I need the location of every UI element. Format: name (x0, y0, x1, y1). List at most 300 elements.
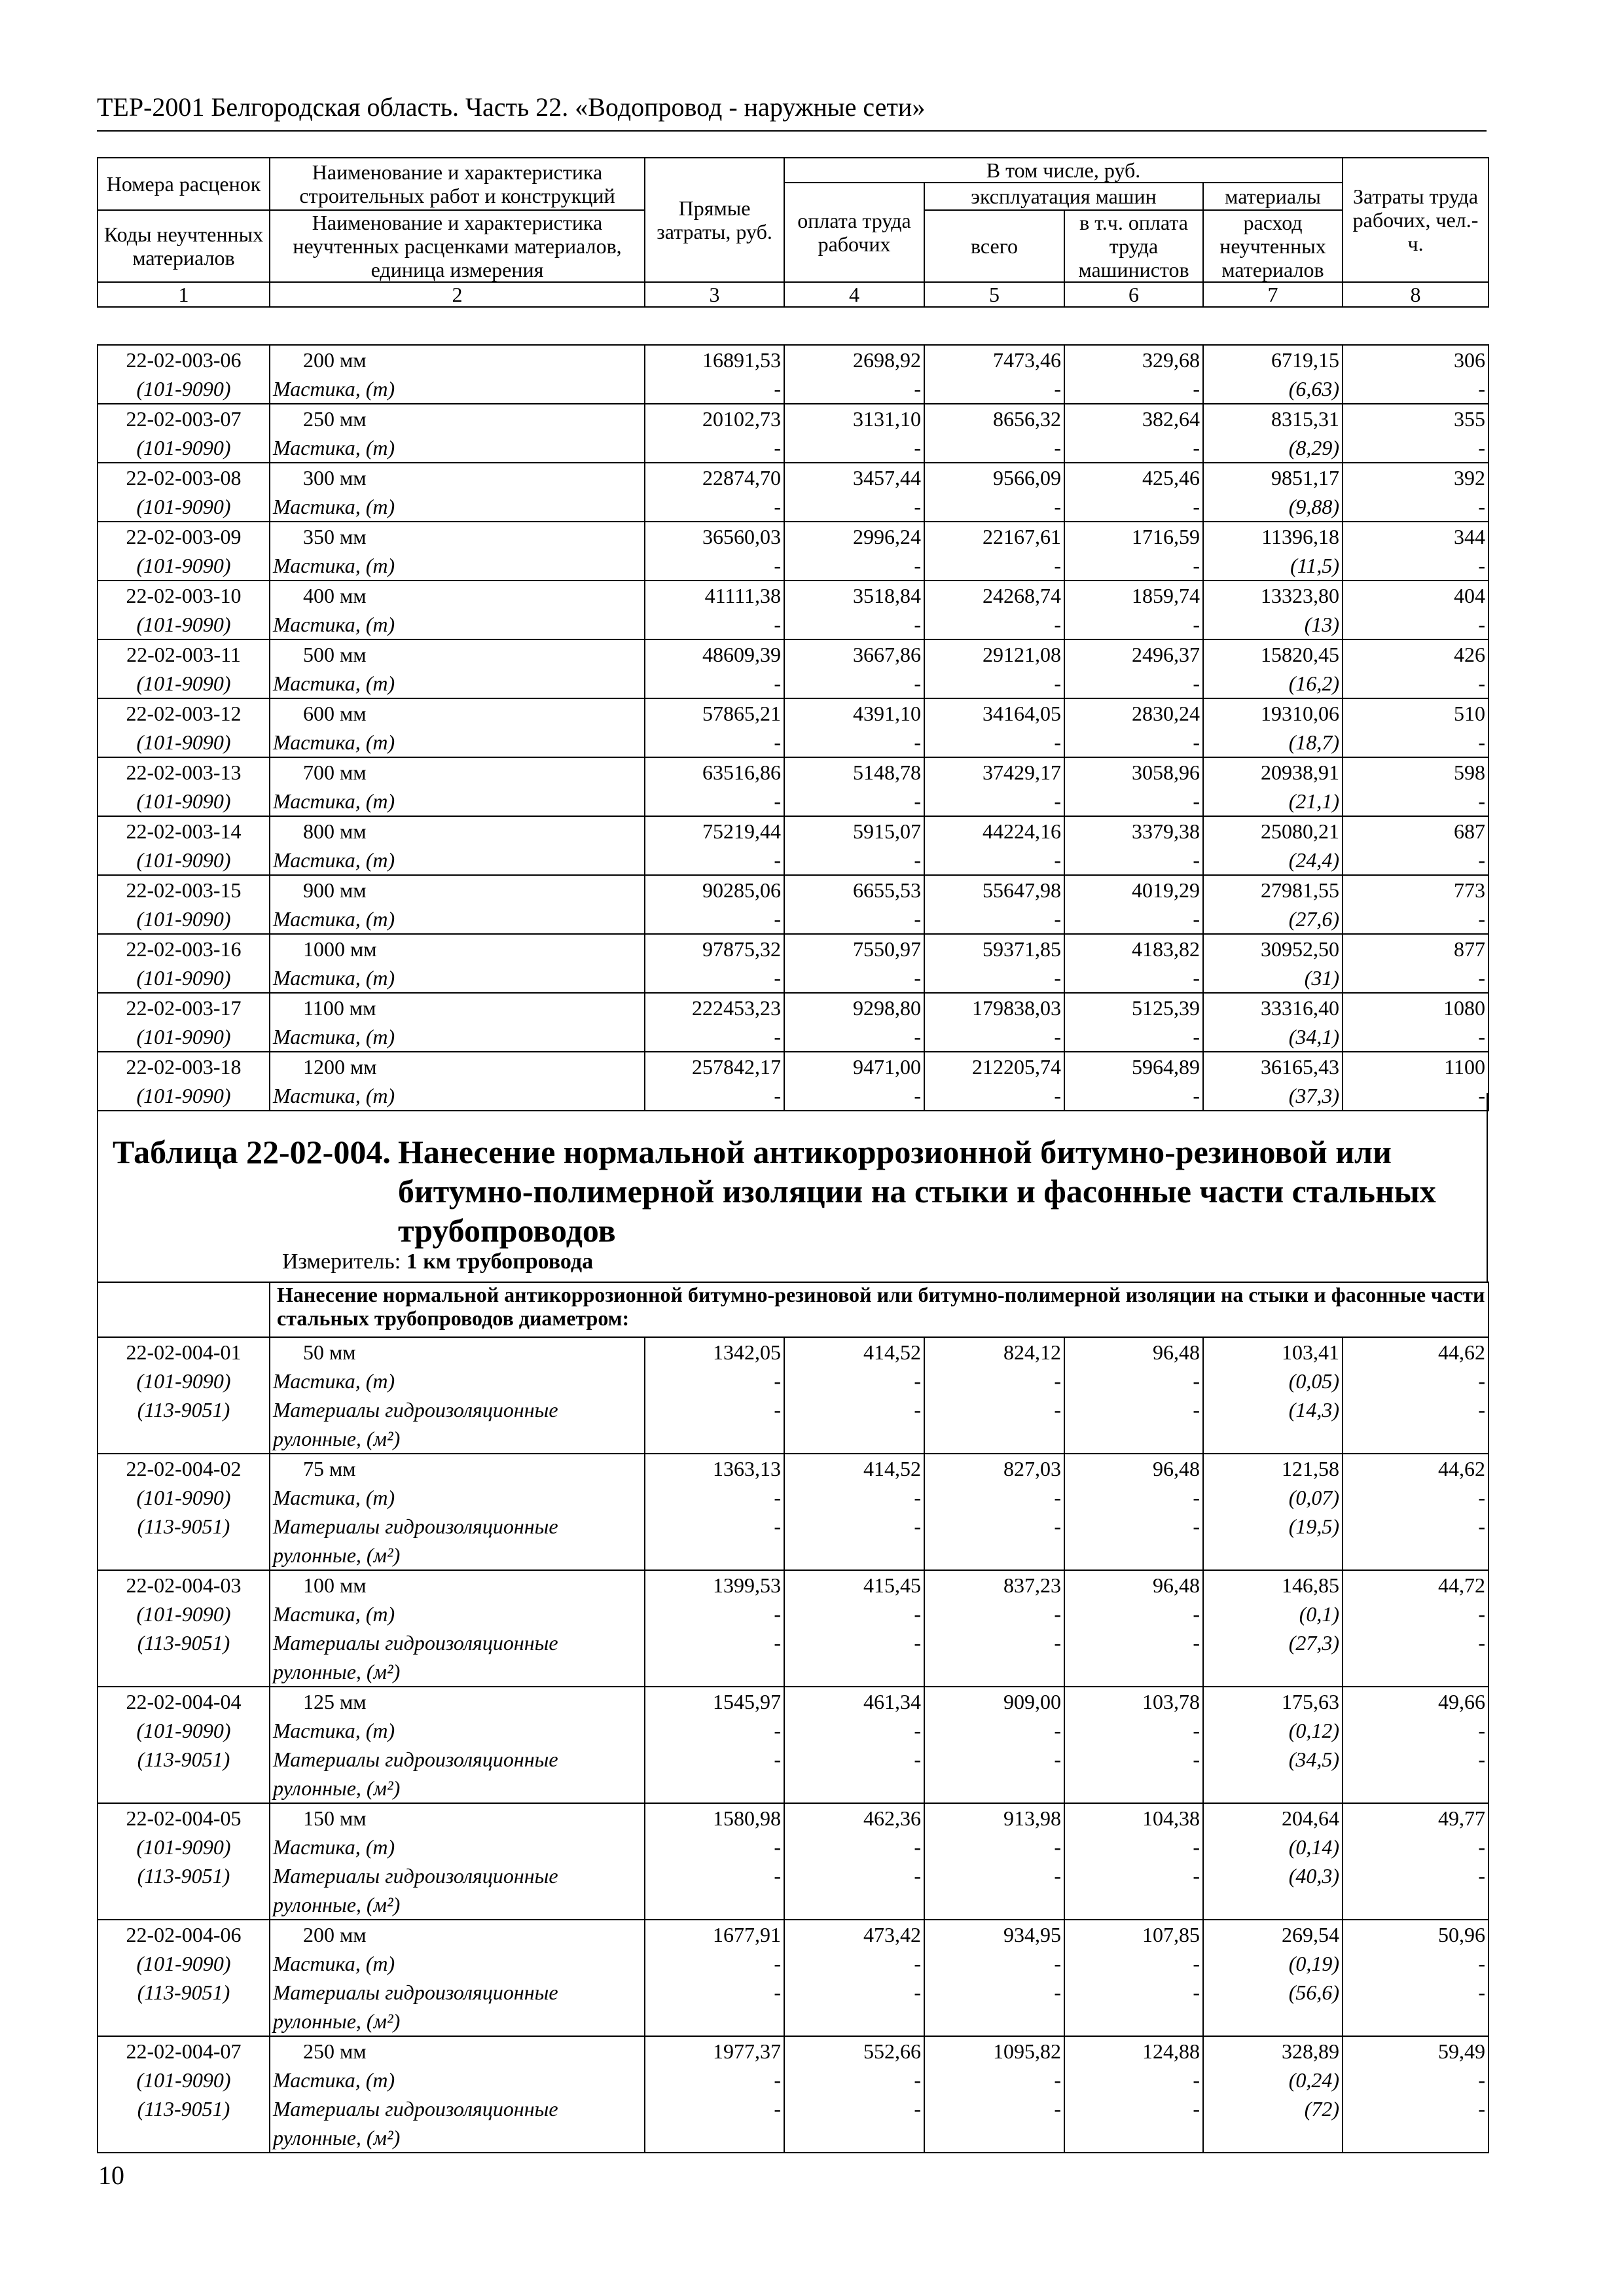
material-code: (101-9090) (136, 495, 231, 518)
material-code: (101-9090) (136, 1084, 231, 1107)
rate-code: 22-02-003-17 (126, 996, 242, 1020)
materials-cost: 27981,55 (27,6) (1203, 875, 1343, 934)
rate-code-cell (98, 522, 270, 581)
machines-total: 1095,82 - - (924, 2036, 1064, 2153)
rate-code-cell (98, 639, 270, 698)
material-code: (101-9090) (136, 2068, 231, 2092)
direct-costs: 90285,06 - (645, 875, 784, 934)
header-rule (97, 130, 1487, 132)
material-name: Мастика, (т) (273, 2068, 395, 2092)
material-code: (101-9090) (136, 1486, 231, 1509)
direct-costs: 20102,73 - (645, 404, 784, 463)
worker-wages: 415,45 - - (784, 1570, 924, 1687)
rate-code: 22-02-003-16 (126, 937, 242, 961)
labor-hours: 598 - (1343, 757, 1489, 816)
col-num: 2 (270, 282, 645, 307)
table-title-text: Нанесение нормальной антикоррозионной битумно-резиновой или битумно-полимерной изоляции на стыки и фасонные части стальных трубопроводов (398, 1134, 1436, 1249)
direct-costs: 257842,17 - (645, 1052, 784, 1111)
rates-table-22-02-004 (97, 1282, 1489, 2153)
rate-name-cell (270, 757, 645, 816)
worker-wages: 3667,86 - (784, 639, 924, 698)
direct-costs: 1399,53 - - (645, 1570, 784, 1687)
material-code: (101-9090) (136, 1835, 231, 1859)
worker-wages: 2698,92 - (784, 345, 924, 404)
table-row (98, 1920, 1489, 2036)
rate-name: 900 мм (303, 878, 367, 902)
rate-name: 700 мм (303, 761, 367, 784)
worker-wages: 3518,84 - (784, 581, 924, 639)
rate-name-cell (270, 875, 645, 934)
direct-costs: 222453,23 - (645, 993, 784, 1052)
table-title-label: Таблица 22-02-004. (113, 1134, 391, 1170)
material-code: (101-9090) (136, 1602, 231, 1626)
labor-hours: 510 - (1343, 698, 1489, 757)
material-name: Материалы гидроизоляционные (273, 1748, 558, 1771)
material-name: Мастика, (т) (273, 613, 395, 636)
rate-code-cell (98, 581, 270, 639)
machines-total: 9566,09 - (924, 463, 1064, 522)
labor-hours: 404 - (1343, 581, 1489, 639)
table-row (98, 1052, 1489, 1111)
rate-name-cell (270, 345, 645, 404)
materials-cost: 328,89 (0,24) (72) (1203, 2036, 1343, 2153)
table-row (98, 934, 1489, 993)
material-name: Материалы гидроизоляционные (273, 1631, 558, 1655)
table-row (98, 993, 1489, 1052)
worker-wages: 4391,10 - (784, 698, 924, 757)
rate-code: 22-02-003-12 (126, 702, 242, 725)
col-header-wages: оплата труда рабочих (784, 183, 924, 282)
materials-cost: 36165,43 (37,3) (1203, 1052, 1343, 1111)
machinist-wages: 5964,89 - (1064, 1052, 1203, 1111)
col-num: 3 (645, 282, 784, 307)
material-code: (101-9090) (136, 613, 231, 636)
direct-costs: 1677,91 - - (645, 1920, 784, 2036)
rate-name: 350 мм (303, 525, 367, 548)
page-number: 10 (98, 2161, 124, 2190)
page-header: ТЕР-2001 Белгородская область. Часть 22. «Водопровод - наружные сети» (97, 92, 926, 122)
materials-cost: 25080,21 (24,4) (1203, 816, 1343, 875)
rate-code-cell (98, 345, 270, 404)
labor-hours: 344 - (1343, 522, 1489, 581)
frame-left (97, 1093, 98, 1283)
rate-name: 1000 мм (303, 937, 377, 961)
machines-total: 212205,74 - (924, 1052, 1064, 1111)
worker-wages: 5915,07 - (784, 816, 924, 875)
labor-hours: 392 - (1343, 463, 1489, 522)
meter (282, 1249, 593, 1275)
rate-code: 22-02-003-09 (126, 525, 242, 548)
labor-hours: 49,77 - - (1343, 1803, 1489, 1920)
materials-cost: 15820,45 (16,2) (1203, 639, 1343, 698)
worker-wages: 462,36 - - (784, 1803, 924, 1920)
material-name: Мастика, (т) (273, 377, 395, 401)
material-name-cont: рулонные, (м²) (273, 1427, 401, 1450)
machinist-wages: 96,48 - - (1064, 1454, 1203, 1570)
direct-costs: 75219,44 - (645, 816, 784, 875)
rate-name-cell (270, 1687, 645, 1803)
machinist-wages: 96,48 - - (1064, 1570, 1203, 1687)
rate-name: 150 мм (303, 1806, 367, 1830)
materials-cost: 9851,17 (9,88) (1203, 463, 1343, 522)
material-code: (101-9090) (136, 966, 231, 990)
material-code: (101-9090) (136, 554, 231, 577)
rate-code-cell (98, 1052, 270, 1111)
direct-costs: 1545,97 - - (645, 1687, 784, 1803)
material-name: Мастика, (т) (273, 1486, 395, 1509)
materials-cost: 30952,50 (31) (1203, 934, 1343, 993)
machinist-wages: 1716,59 - (1064, 522, 1203, 581)
machinist-wages: 3379,38 - (1064, 816, 1203, 875)
material-code: (101-9090) (136, 1025, 231, 1049)
worker-wages: 414,52 - - (784, 1337, 924, 1454)
material-name-cont: рулонные, (м²) (273, 1543, 401, 1567)
rate-code: 22-02-003-13 (126, 761, 242, 784)
material-name: Мастика, (т) (273, 1602, 395, 1626)
rate-name-cell (270, 522, 645, 581)
machinist-wages: 4183,82 - (1064, 934, 1203, 993)
material-name: Материалы гидроизоляционные (273, 1515, 558, 1538)
rate-code: 22-02-003-07 (126, 407, 242, 431)
materials-cost: 19310,06 (18,7) (1203, 698, 1343, 757)
rate-name: 250 мм (303, 2039, 367, 2063)
col-header-labor: Затраты труда рабочих, чел.-ч. (1343, 158, 1489, 282)
materials-cost: 146,85 (0,1) (27,3) (1203, 1570, 1343, 1687)
rates-table-body (98, 1282, 1489, 2153)
table-row (98, 757, 1489, 816)
meter-value: 1 км трубопровода (406, 1249, 594, 1274)
material-name: Материалы гидроизоляционные (273, 1864, 558, 1888)
rate-name-cell (270, 404, 645, 463)
column-header-table (97, 157, 1489, 308)
table-row (98, 1687, 1489, 1803)
table-row (98, 1570, 1489, 1687)
labor-hours: 877 - (1343, 934, 1489, 993)
worker-wages: 6655,53 - (784, 875, 924, 934)
rate-code: 22-02-003-10 (126, 584, 242, 607)
material-code: (113-9051) (137, 1515, 230, 1538)
labor-hours: 1100 - (1343, 1052, 1489, 1111)
material-code: (101-9090) (136, 1952, 231, 1975)
direct-costs: 57865,21 - (645, 698, 784, 757)
rate-code-cell (98, 1687, 270, 1803)
direct-costs: 63516,86 - (645, 757, 784, 816)
machines-total: 913,98 - - (924, 1803, 1064, 1920)
rate-code-cell (98, 1920, 270, 2036)
rate-name: 500 мм (303, 643, 367, 666)
rate-name-cell (270, 581, 645, 639)
machinist-wages: 1859,74 - (1064, 581, 1203, 639)
rate-code: 22-02-004-02 (126, 1457, 242, 1480)
rate-name-cell (270, 1454, 645, 1570)
materials-cost: 121,58 (0,07) (19,5) (1203, 1454, 1343, 1570)
labor-hours: 1080 - (1343, 993, 1489, 1052)
rate-name: 250 мм (303, 407, 367, 431)
material-code: (101-9090) (136, 907, 231, 931)
rate-name-cell (270, 698, 645, 757)
machines-total: 34164,05 - (924, 698, 1064, 757)
machines-total: 24268,74 - (924, 581, 1064, 639)
material-name-cont: рулонные, (м²) (273, 2009, 401, 2033)
machinist-wages: 2830,24 - (1064, 698, 1203, 757)
rate-code: 22-02-003-14 (126, 819, 242, 843)
material-code: (113-9051) (137, 1864, 230, 1888)
labor-hours: 50,96 - - (1343, 1920, 1489, 2036)
materials-cost: 33316,40 (34,1) (1203, 993, 1343, 1052)
rate-code-cell (98, 404, 270, 463)
labor-hours: 306 - (1343, 345, 1489, 404)
machinist-wages: 107,85 - - (1064, 1920, 1203, 2036)
direct-costs: 1342,05 - - (645, 1337, 784, 1454)
material-code: (101-9090) (136, 1719, 231, 1742)
table-row (98, 2036, 1489, 2153)
material-name: Мастика, (т) (273, 848, 395, 872)
machines-total: 8656,32 - (924, 404, 1064, 463)
materials-cost: 20938,91 (21,1) (1203, 757, 1343, 816)
col-header-direct-costs: Прямые затраты, руб. (645, 158, 784, 282)
frame-right (1487, 1093, 1488, 1283)
col-num: 7 (1203, 282, 1343, 307)
material-code: (101-9090) (136, 789, 231, 813)
machines-total: 824,12 - - (924, 1337, 1064, 1454)
machinist-wages: 124,88 - - (1064, 2036, 1203, 2153)
machinist-wages: 425,46 - (1064, 463, 1203, 522)
machines-total: 837,23 - - (924, 1570, 1064, 1687)
direct-costs: 22874,70 - (645, 463, 784, 522)
labor-hours: 44,62 - - (1343, 1337, 1489, 1454)
rate-name: 1200 мм (303, 1055, 377, 1079)
material-code: (101-9090) (136, 672, 231, 695)
table-row (98, 581, 1489, 639)
rate-name: 50 мм (303, 1340, 356, 1364)
rate-code-cell (98, 698, 270, 757)
rate-name-cell (270, 993, 645, 1052)
rate-code-cell (98, 816, 270, 875)
col-header-material-codes: Коды неучтенных материалов (98, 210, 270, 282)
machinist-wages: 5125,39 - (1064, 993, 1203, 1052)
table-row (98, 345, 1489, 404)
rate-code-cell (98, 1454, 270, 1570)
col-header-works: Наименование и характеристика строительных работ и конструкций (270, 158, 645, 210)
rate-name-cell (270, 1570, 645, 1687)
direct-costs: 36560,03 - (645, 522, 784, 581)
table-row (98, 875, 1489, 934)
rate-name-cell (270, 934, 645, 993)
rate-name: 1100 мм (303, 996, 376, 1020)
rate-code: 22-02-004-04 (126, 1690, 242, 1713)
material-name: Материалы гидроизоляционные (273, 2097, 558, 2121)
machinist-wages: 382,64 - (1064, 404, 1203, 463)
machines-total: 59371,85 - (924, 934, 1064, 993)
machinist-wages: 2496,37 - (1064, 639, 1203, 698)
rate-name: 300 мм (303, 466, 367, 490)
worker-wages: 414,52 - - (784, 1454, 924, 1570)
machines-total: 29121,08 - (924, 639, 1064, 698)
material-name: Мастика, (т) (273, 907, 395, 931)
rate-code: 22-02-003-08 (126, 466, 242, 490)
materials-cost: 204,64 (0,14) (40,3) (1203, 1803, 1343, 1920)
labor-hours: 44,62 - - (1343, 1454, 1489, 1570)
labor-hours: 59,49 - - (1343, 2036, 1489, 2153)
rate-name-cell (270, 1803, 645, 1920)
material-name-cont: рулонные, (м²) (273, 1776, 401, 1800)
rate-name: 800 мм (303, 819, 367, 843)
material-name: Мастика, (т) (273, 1369, 395, 1393)
rate-name-cell (270, 639, 645, 698)
col-header-material-usage: расход неучтенных материалов (1203, 210, 1343, 282)
rate-name-cell (270, 1052, 645, 1111)
machines-total: 7473,46 - (924, 345, 1064, 404)
machinist-wages: 103,78 - - (1064, 1687, 1203, 1803)
machines-total: 827,03 - - (924, 1454, 1064, 1570)
table-row (98, 522, 1489, 581)
table-row (98, 404, 1489, 463)
direct-costs: 1977,37 - - (645, 2036, 784, 2153)
table-row (98, 698, 1489, 757)
worker-wages: 2996,24 - (784, 522, 924, 581)
rate-code-cell (98, 757, 270, 816)
materials-cost: 103,41 (0,05) (14,3) (1203, 1337, 1343, 1454)
table-row (98, 639, 1489, 698)
machinist-wages: 104,38 - - (1064, 1803, 1203, 1920)
rate-name-cell (270, 816, 645, 875)
rate-name-cell (270, 1337, 645, 1454)
rate-code-cell (98, 993, 270, 1052)
machines-total: 909,00 - - (924, 1687, 1064, 1803)
table-row (98, 1454, 1489, 1570)
worker-wages: 7550,97 - (784, 934, 924, 993)
rate-code-cell (98, 2036, 270, 2153)
material-name: Материалы гидроизоляционные (273, 1981, 558, 2004)
material-name: Мастика, (т) (273, 1719, 395, 1742)
meter-label: Измеритель: (282, 1249, 401, 1274)
rate-name: 125 мм (303, 1690, 367, 1713)
material-code: (113-9051) (137, 1981, 230, 2004)
worker-wages: 552,66 - - (784, 2036, 924, 2153)
machinist-wages: 329,68 - (1064, 345, 1203, 404)
material-name: Мастика, (т) (273, 1025, 395, 1049)
rate-code: 22-02-004-03 (126, 1573, 242, 1597)
direct-costs: 97875,32 - (645, 934, 784, 993)
machinist-wages: 4019,29 - (1064, 875, 1203, 934)
rate-name: 200 мм (303, 1923, 367, 1946)
col-header-machines-total: всего (924, 210, 1064, 282)
labor-hours: 773 - (1343, 875, 1489, 934)
labor-hours: 44,72 - - (1343, 1570, 1489, 1687)
material-code: (113-9051) (137, 1631, 230, 1655)
material-code: (101-9090) (136, 730, 231, 754)
direct-costs: 1580,98 - - (645, 1803, 784, 1920)
table-row (98, 1337, 1489, 1454)
rate-code-cell (98, 1570, 270, 1687)
rate-code: 22-02-003-06 (126, 348, 242, 372)
worker-wages: 461,34 - - (784, 1687, 924, 1803)
material-name-cont: рулонные, (м²) (273, 2126, 401, 2149)
worker-wages: 473,42 - - (784, 1920, 924, 2036)
material-name: Мастика, (т) (273, 436, 395, 459)
material-name-cont: рулонные, (м²) (273, 1660, 401, 1683)
col-num: 8 (1343, 282, 1489, 307)
machinist-wages: 3058,96 - (1064, 757, 1203, 816)
col-num: 5 (924, 282, 1064, 307)
col-header-materials: материалы (1203, 183, 1343, 210)
materials-cost: 175,63 (0,12) (34,5) (1203, 1687, 1343, 1803)
material-name-cont: рулонные, (м²) (273, 1893, 401, 1916)
material-name: Мастика, (т) (273, 730, 395, 754)
table-row (98, 463, 1489, 522)
col-header-codes: Номера расценок (98, 158, 270, 210)
rate-code-cell (98, 1337, 270, 1454)
machines-total: 55647,98 - (924, 875, 1064, 934)
material-code: (101-9090) (136, 377, 231, 401)
table-row (98, 1803, 1489, 1920)
materials-cost: 8315,31 (8,29) (1203, 404, 1343, 463)
material-name: Мастика, (т) (273, 672, 395, 695)
rate-code: 22-02-003-15 (126, 878, 242, 902)
direct-costs: 48609,39 - (645, 639, 784, 698)
material-code: (113-9051) (137, 1398, 230, 1422)
machines-total: 934,95 - - (924, 1920, 1064, 2036)
labor-hours: 426 - (1343, 639, 1489, 698)
rate-name: 400 мм (303, 584, 367, 607)
labor-hours: 355 - (1343, 404, 1489, 463)
col-num: 4 (784, 282, 924, 307)
col-num: 1 (98, 282, 270, 307)
material-name: Мастика, (т) (273, 554, 395, 577)
rate-code: 22-02-004-07 (126, 2039, 242, 2063)
material-name: Мастика, (т) (273, 495, 395, 518)
table-title (113, 1132, 1474, 1250)
worker-wages: 5148,78 - (784, 757, 924, 816)
machines-total: 22167,61 - (924, 522, 1064, 581)
col-header-material-names: Наименование и характеристика неучтенных расценками материалов, единица измерения (270, 210, 645, 282)
materials-cost: 11396,18 (11,5) (1203, 522, 1343, 581)
section-header: Нанесение нормальной антикоррозионной битумно-резиновой или битумно-полимерной изоляции на стыки и фасонные части стальных трубопроводов диаметром: (270, 1282, 1489, 1337)
worker-wages: 3457,44 - (784, 463, 924, 522)
labor-hours: 687 - (1343, 816, 1489, 875)
machines-total: 37429,17 - (924, 757, 1064, 816)
materials-cost: 6719,15 (6,63) (1203, 345, 1343, 404)
machines-total: 44224,16 - (924, 816, 1064, 875)
rate-code-cell (98, 463, 270, 522)
material-code: (101-9090) (136, 848, 231, 872)
machines-total: 179838,03 - (924, 993, 1064, 1052)
rate-code-cell (98, 1803, 270, 1920)
material-name: Мастика, (т) (273, 1835, 395, 1859)
material-name: Мастика, (т) (273, 1952, 395, 1975)
rate-name: 75 мм (303, 1457, 356, 1480)
col-header-machines: эксплуатация машин (924, 183, 1203, 210)
materials-cost: 269,54 (0,19) (56,6) (1203, 1920, 1343, 2036)
worker-wages: 3131,10 - (784, 404, 924, 463)
section-blank (98, 1282, 270, 1337)
table-row (98, 816, 1489, 875)
rate-code: 22-02-004-06 (126, 1923, 242, 1946)
material-name: Материалы гидроизоляционные (273, 1398, 558, 1422)
rate-code-cell (98, 875, 270, 934)
direct-costs: 1363,13 - - (645, 1454, 784, 1570)
rate-code-cell (98, 934, 270, 993)
material-code: (101-9090) (136, 436, 231, 459)
rate-name: 200 мм (303, 348, 367, 372)
rate-name-cell (270, 463, 645, 522)
material-name: Мастика, (т) (273, 1084, 395, 1107)
rate-code: 22-02-004-01 (126, 1340, 242, 1364)
worker-wages: 9298,80 - (784, 993, 924, 1052)
worker-wages: 9471,00 - (784, 1052, 924, 1111)
rate-name-cell (270, 1920, 645, 2036)
rates-table-22-02-003 (97, 344, 1489, 1111)
